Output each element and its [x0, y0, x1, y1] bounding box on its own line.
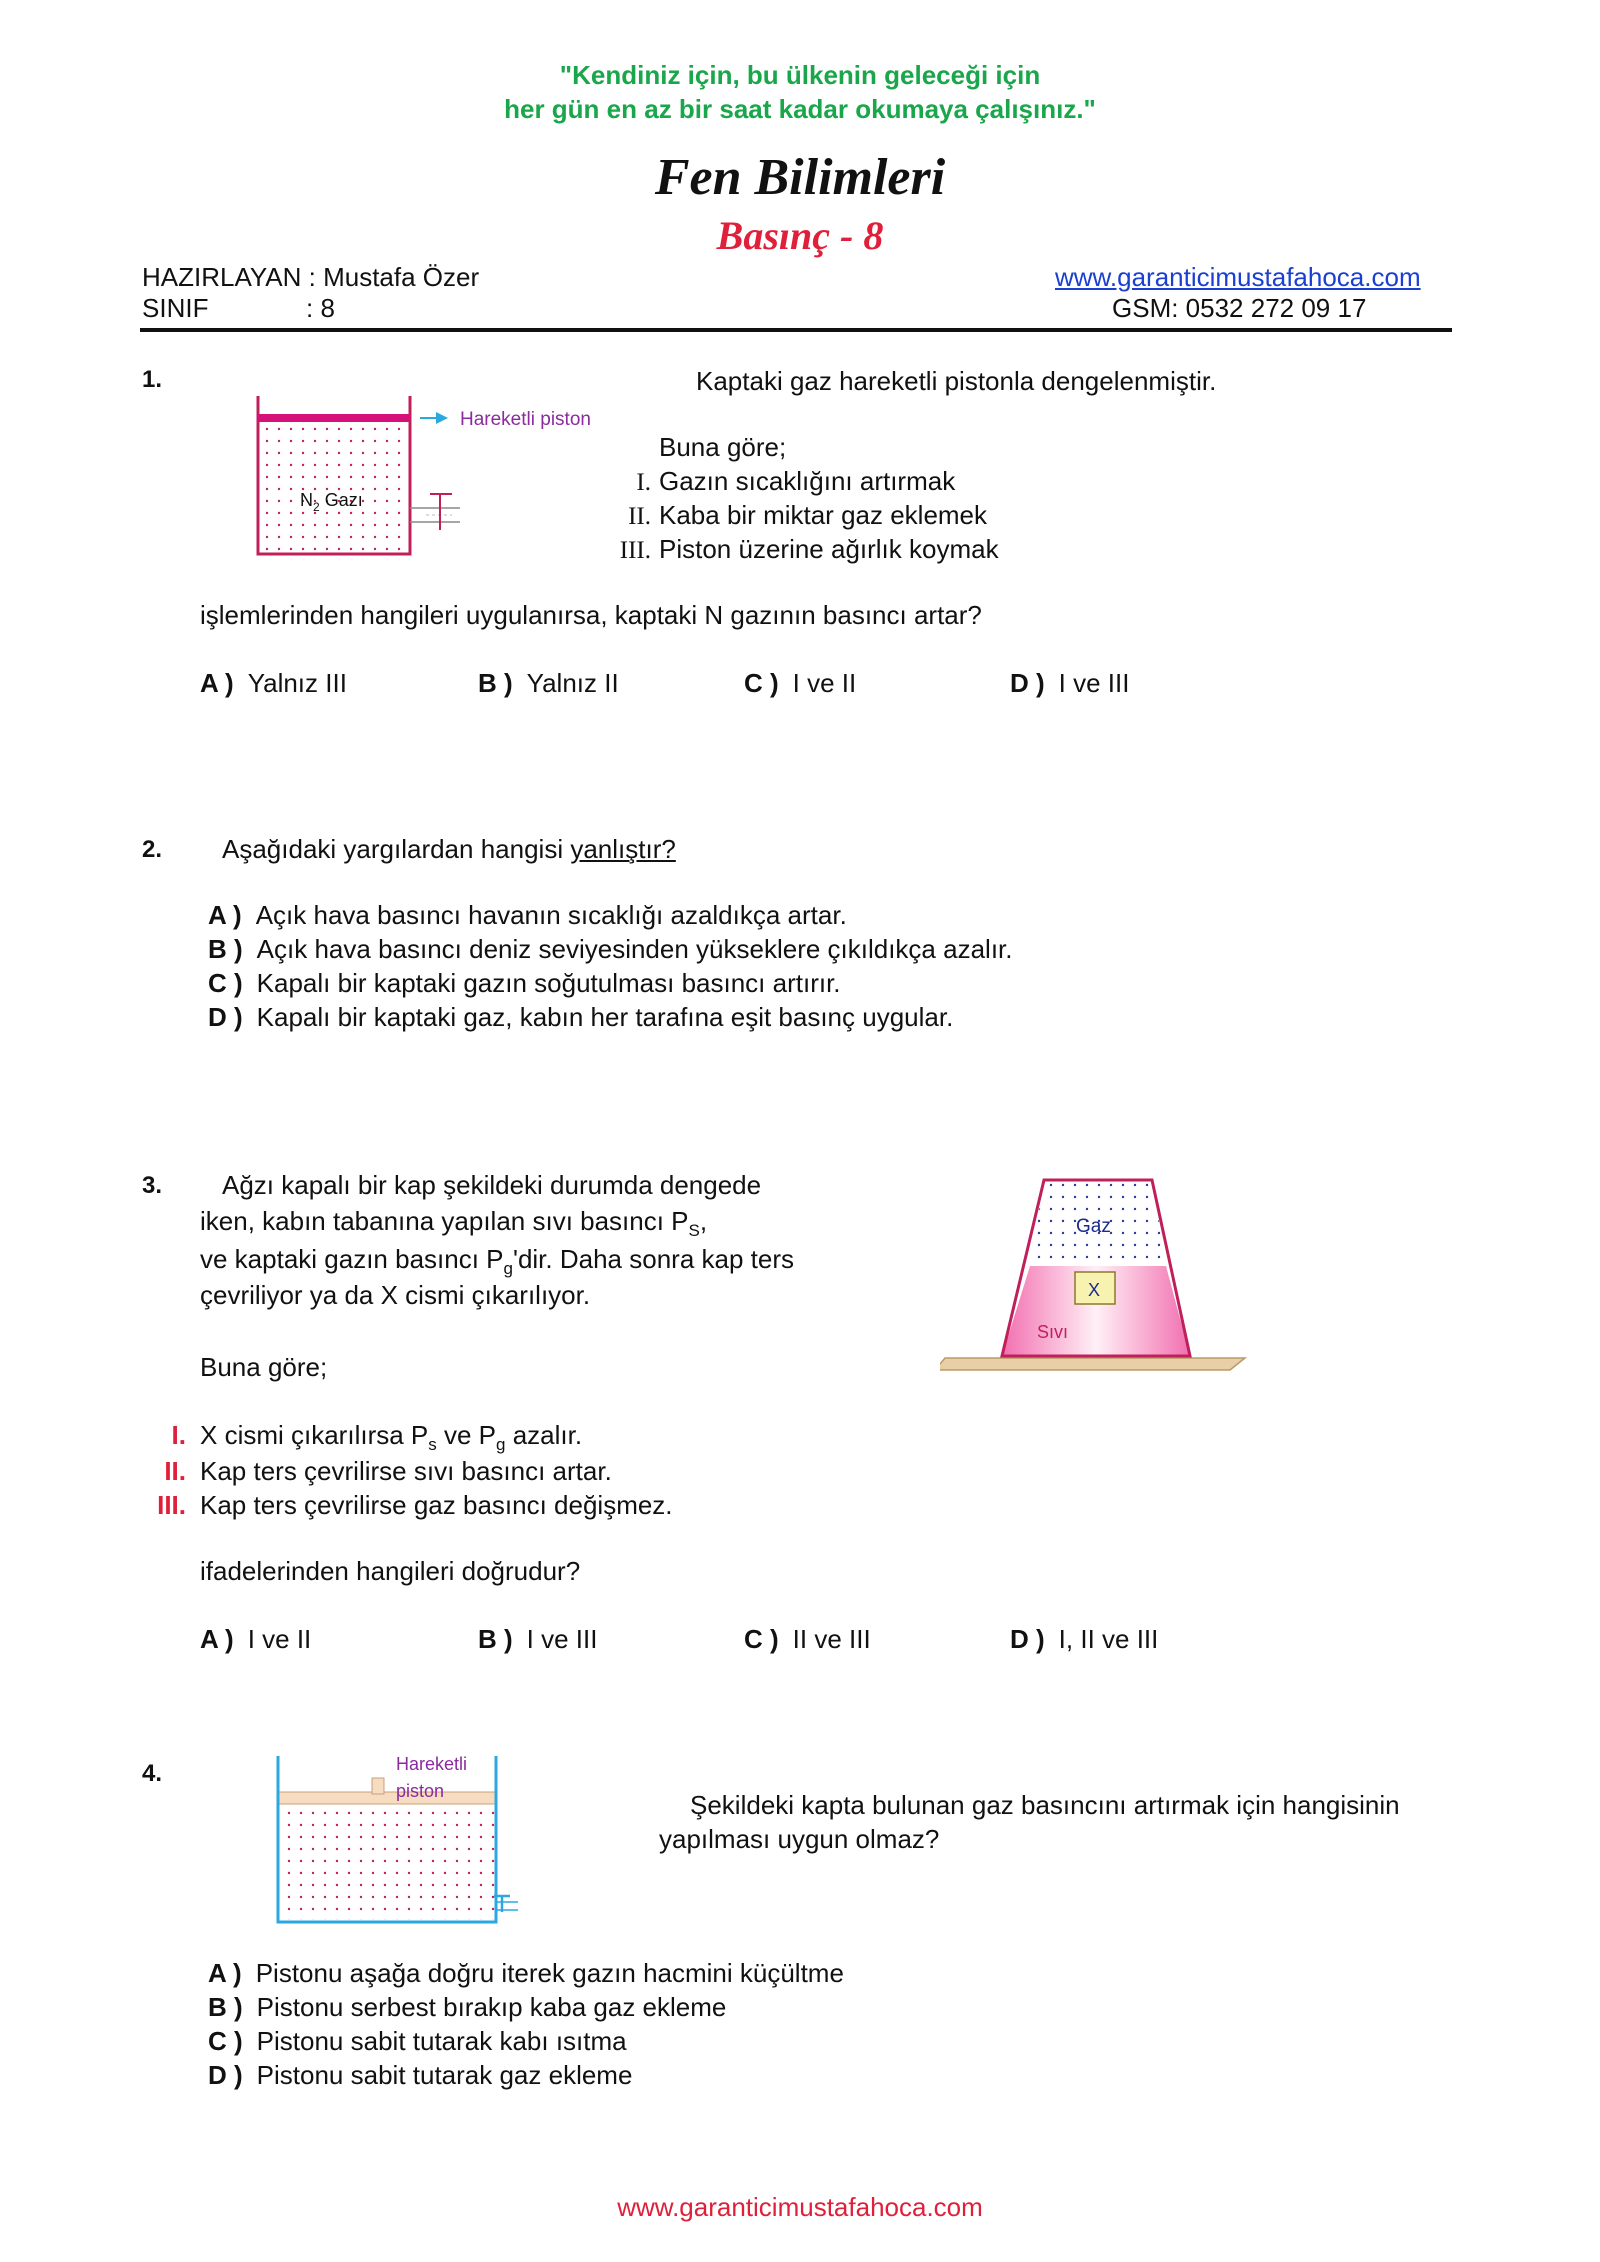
q1-option-c[interactable]: C ) I ve II [744, 668, 857, 698]
author-label: HAZIRLAYAN : Mustafa Özer [142, 262, 480, 292]
q1-question: işlemlerinden hangileri uygulanırsa, kaptaki N gazının basıncı artar? [200, 600, 982, 630]
q1-number: 1. [142, 366, 163, 393]
q3-option-a[interactable]: A ) I ve II [200, 1624, 312, 1654]
q4-option-c[interactable]: C ) Pistonu sabit tutarak kabı ısıtma [208, 2026, 627, 2056]
q3-gas-label: Gaz [1076, 1216, 1111, 1237]
q1-item-3: III. Piston üzerine ağırlık koymak [619, 534, 999, 564]
q4-line-2: yapılması uygun olmaz? [659, 1824, 940, 1854]
website-link[interactable]: www.garanticimustafahoca.com [1055, 262, 1421, 292]
q1-gas-label: $N_2$ Gazı [300, 490, 363, 514]
q3-line-2: iken, kabın tabanına yapılan sıvı basıncı $P_S$, [200, 1206, 708, 1241]
q2-option-b[interactable]: B ) Açık hava basıncı deniz seviyesinden yükseklere çıkıldıkça azalır. [208, 934, 1013, 964]
q1-piston-label: Hareketli piston [460, 409, 591, 430]
q3-item-1: I. X cismi çıkarılırsa $P_s$ ve $P_g$ azalır. [171, 1420, 583, 1455]
motto-line-1: "Kendiniz için, bu ülkenin geleceği için [559, 60, 1041, 90]
q4-number: 4. [142, 1760, 163, 1787]
q2-number: 2. [142, 836, 163, 863]
q4-line-1: Şekildeki kapta bulunan gaz basıncını artırmak için hangisinin [690, 1790, 1400, 1820]
q3-line-1: Ağzı kapalı bir kap şekildeki durumda dengede [222, 1170, 762, 1200]
q1-piston [258, 414, 410, 422]
q3-object-label: X [1088, 1280, 1101, 1300]
q3-line-4: çevriliyor ya da X cismi çıkarılıyor. [200, 1280, 591, 1310]
class-value: : 8 [306, 293, 335, 323]
class-label: SINIF [142, 293, 209, 323]
q3-option-d[interactable]: D ) I, II ve III [1010, 1624, 1159, 1654]
q3-item-2: II. Kap ters çevrilirse sıvı basıncı artar. [164, 1456, 612, 1486]
q3-figure [940, 1170, 1260, 1380]
q3-lead: Buna göre; [200, 1352, 328, 1382]
q4-piston [278, 1792, 496, 1804]
motto-line-2: her gün en az bir saat kadar okumaya çalışınız." [504, 94, 1096, 124]
q1-lead: Buna göre; [659, 432, 787, 462]
q4-piston-label-1: Hareketli [396, 1754, 468, 1774]
q1-option-a[interactable]: A ) Yalnız III [200, 668, 347, 698]
footer-website[interactable]: www.garanticimustafahoca.com [617, 2192, 983, 2222]
q1-item-2: II. Kaba bir miktar gaz eklemek [628, 500, 988, 530]
q1-option-b[interactable]: B ) Yalnız II [478, 668, 619, 698]
q3-option-b[interactable]: B ) I ve III [478, 1624, 598, 1654]
q2-option-c[interactable]: C ) Kapalı bir kaptaki gazın soğutulması basıncı artırır. [208, 968, 841, 998]
q1-figure [240, 390, 620, 570]
q3-option-c[interactable]: C ) II ve III [744, 1624, 871, 1654]
q1-stem: Kaptaki gaz hareketli pistonla dengelenmiştir. [696, 366, 1217, 396]
page-title: Fen Bilimleri [654, 149, 946, 206]
q3-number: 3. [142, 1172, 163, 1199]
q3-line-3: ve kaptaki gazın basıncı $P_g'dir$. Daha sonra kap ters [200, 1244, 794, 1279]
q1-option-d[interactable]: D ) I ve III [1010, 668, 1130, 698]
q4-piston-label-2: piston [396, 1781, 445, 1801]
q2-option-d[interactable]: D ) Kapalı bir kaptaki gaz, kabın her tarafına eşit basınç uygular. [208, 1002, 954, 1032]
gsm-number: GSM: 0532 272 09 17 [1112, 293, 1367, 323]
page-subtitle: Basınç - 8 [716, 213, 884, 258]
q3-question: ifadelerinden hangileri doğrudur? [200, 1556, 581, 1586]
q1-item-1: I. Gazın sıcaklığını artırmak [636, 466, 956, 496]
q2-option-a[interactable]: A ) Açık hava basıncı havanın sıcaklığı azaldıkça artar. [208, 900, 847, 930]
q4-option-b[interactable]: B ) Pistonu serbest bırakıp kaba gaz ekleme [208, 1992, 727, 2022]
q2-stem: Aşağıdaki yargılardan hangisi yanlıştır? [222, 834, 676, 864]
q4-option-d[interactable]: D ) Pistonu sabit tutarak gaz ekleme [208, 2060, 633, 2090]
q4-gas-fill [278, 1804, 496, 1920]
q3-liquid-label: Sıvı [1037, 1322, 1069, 1342]
q4-figure [262, 1750, 532, 1930]
q4-piston-handle [372, 1778, 384, 1794]
q3-table [940, 1358, 1245, 1370]
q3-item-3: III. Kap ters çevrilirse gaz basıncı değişmez. [157, 1490, 673, 1520]
q4-option-a[interactable]: A ) Pistonu aşağa doğru iterek gazın hacmini küçültme [208, 1958, 844, 1988]
header-divider [140, 328, 1452, 332]
q1-gas-fill [258, 418, 410, 554]
